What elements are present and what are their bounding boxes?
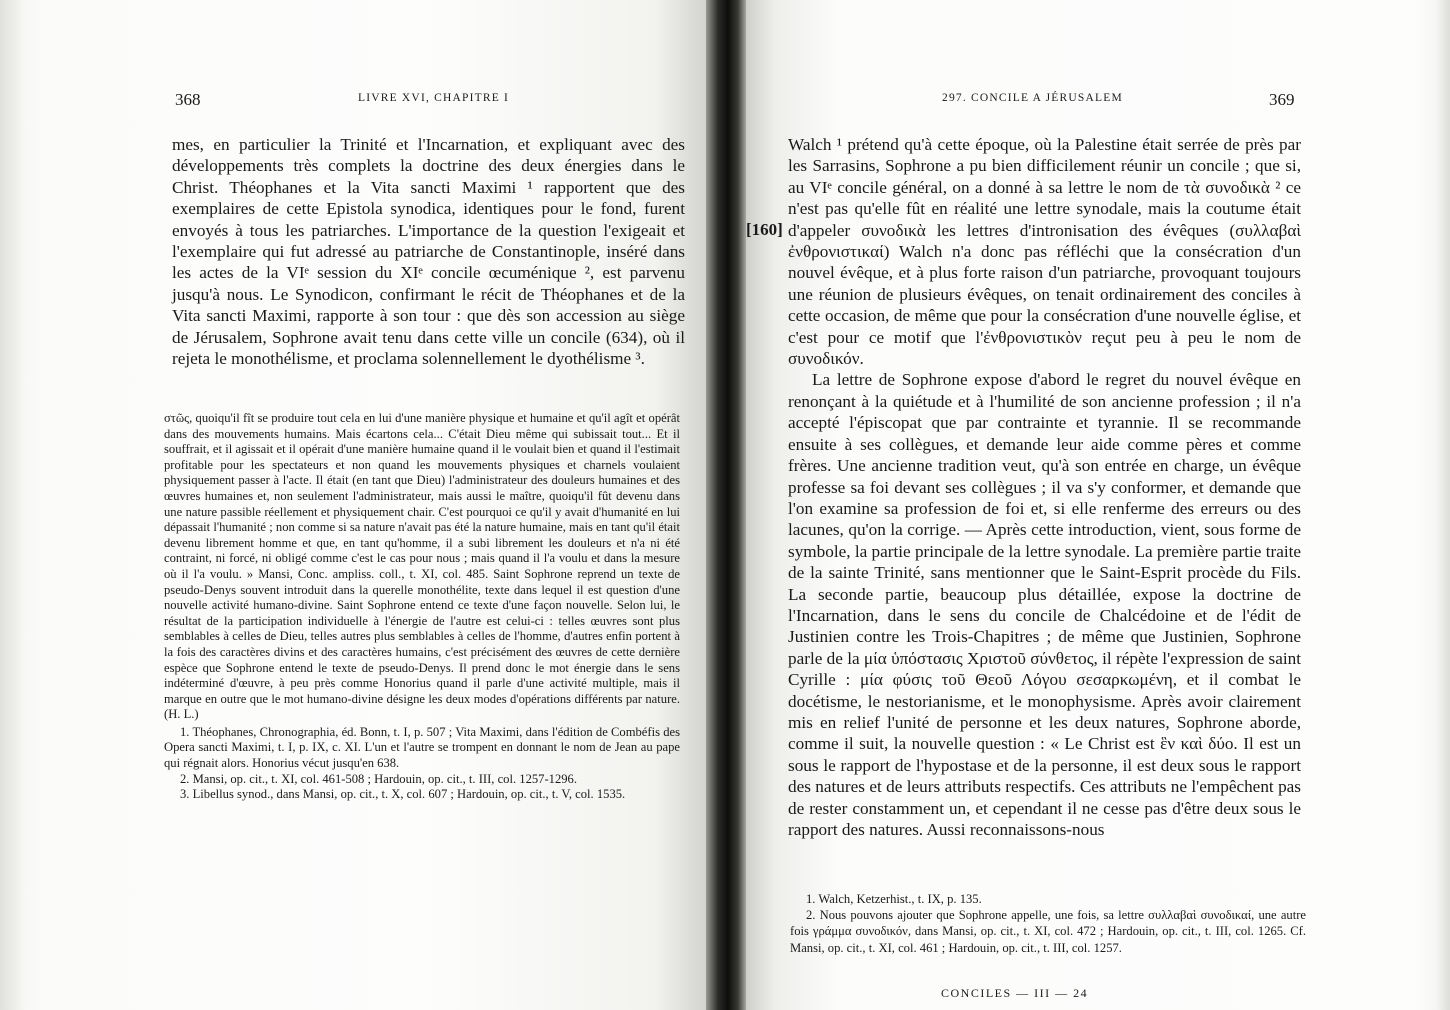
main-paragraph: mes, en particulier la Trinité et l'Incarnation, et expliquant avec des développements très complets la doctrine des deux énergies dans le Christ. Théophanes et la Vita sancti Maximi ¹ rapportent que des exemplaires de cette Epistola synodica, identiques pour le fond, furent envoyés à tous les patriarches. L'importance de la question l'exigeait et l'exemplaire qui fut adressé au patriarche de Constantinople, inséré dans les actes de la VIᵉ session du XIᵉ concile œcuménique ², est parvenu jusqu'à nous. Le Synodicon, confirmant le récit de Théophanes et de la Vita sancti Maximi, rapporte à son tour : que dès son accession au siège de Jérusalem, Sophrone avait tenu dans cette ville un concile (634), où il rejeta le monothélisme, et proclama solennellement le dyothélisme ³.: [172, 135, 685, 369]
footnote-3: 3. Libellus synod., dans Mansi, op. cit., t. X, col. 607 ; Hardouin, op. cit., t. V, col. 1535.: [180, 787, 626, 802]
main-text: [788, 134, 1301, 840]
running-head: 297. CONCILE A JÉRUSALEM: [942, 92, 1123, 104]
left-page: [0, 0, 712, 1010]
paragraph-2: La lettre de Sophrone expose d'abord le regret du nouvel évêque en renonçant à la quiétude et à l'humilité de son ancienne profession ; il n'a accepté l'épiscopat que par contrainte et tyrannie. Il se recommande ensuite à ses collègues, et demande leur aide comme pères et comme frères. Une ancienne tradition veut, qu'à son entrée en charge, un évêque professe sa foi devant ses collègues ; il va s'y conformer, et demande que l'on examine sa profession de foi et, si elle renferme des erreurs ou des lacunes, qu'on la corrige. — Après cette introduction, vient, sous forme de symbole, la partie principale de la lettre synodale. La première partie traite de la sainte Trinité, sans mentionner que le Saint-Esprit procède du Fils. La seconde partie, beaucoup plus détaillée, expose la doctrine de l'Incarnation, dans le sens du concile de Chalcédoine et de l'édit de Justinien contre les Trois-Chapitres ; de même que Justinien, Sophrone parle de la μία ὑπόστασις Χριστοῦ σύνθετος, il répète l'expression de saint Cyrille : μία φύσις τοῦ Θεοῦ Λόγου σεσαρκωμένη, et il combat le docétisme, le nestorianisme, et le monophysisme. Après avoir clairement mis en relief l'unité de personne et les deux natures, Sophrone aborde, comme il suit, la nouvelle question : « Le Christ est ἓν καὶ δύο. Il est un sous le rapport de l'hypostase et de la personne, il est deux sous le rapport des natures et de leurs attributs respectifs. Ces attributs ne l'empêchent pas de rester constamment un, et cependant il ne cesse pas d'être deux sous le rapport des natures. Aussi reconnaissons-nous: [788, 370, 1302, 839]
page-edge: [1436, 0, 1450, 1010]
footnote-2: 2. Nous pouvons ajouter que Sophrone appelle, une fois, sa lettre συλλαβαὶ συνοδικαί, une autre fois γράμμα συνοδικόν, dans Mansi, op. cit., t. XI, col. 472 ; Hardouin, op. cit., t. III, col. 1265. Cf. Mansi, op. cit., t. XI, col. 461 ; Hardouin, op. cit., t. III, col. 1257.: [790, 908, 1306, 955]
running-head: LIVRE XVI, CHAPITRE I: [358, 92, 510, 104]
page-number: 368: [175, 90, 201, 109]
footnote-1: 1. Théophanes, Chronographia, éd. Bonn, t. I, p. 507 ; Vita Maximi, dans l'édition de Combéfis des Opera sancti Maximi, t. I, p. IX, c. XI. L'un et l'autre se trompent en donnant le nom de Jean au pape qui régnait alors. Honorius vécut jusqu'en 638.: [164, 724, 680, 771]
page-number: 369: [1269, 90, 1295, 109]
book-gutter: [706, 0, 746, 1010]
footnotes: [790, 891, 1306, 956]
footnotes: [164, 411, 680, 803]
footnote-1: 1. Walch, Ketzerhist., t. IX, p. 135.: [806, 892, 982, 906]
footnote-2: 2. Mansi, op. cit., t. XI, col. 461-508 ; Hardouin, op. cit., t. III, col. 1257-1296.: [180, 771, 577, 786]
main-text: [172, 134, 685, 369]
page-edge: [0, 0, 24, 1010]
continued-note: στῶς, quoiqu'il fît se produire tout cela en lui d'une manière physique et humaine et qu'il agît et opérât dans des mouvements humains. Mais écartons cela... C'était Dieu même qui subissait tout... Et il souffrait, et il agissait et il opérait d'une manière humaine quand il le voulait bien et quand il l'estimait profitable pour les spectateurs et non quand les mouvements physiques et charnels voulaient physiquement passer à l'acte. Il était (en tant que Dieu) l'administrateur des douleurs humaines et des œuvres humaines et, non seulement l'administrateur, mais aussi le maître, quoiqu'il fût devenu dans une nature passible réellement et physiquement chair. C'est pourquoi ce qu'il y avait d'humanité en lui dépassait l'humanité ; non comme si sa nature n'avait pas été la nature humaine, mais en tant qu'il était devenu librement homme et que, en tant qu'homme, il a subi librement les douleurs et n'a ni été contraint, ni forcé, ni obligé comme c'est le cas pour nous ; mais quand il l'a voulu et dans la mesure où il l'a voulu. » Mansi, Conc. ampliss. coll., t. XI, col. 485. Saint Sophrone reprend un texte de pseudo-Denys souvent introduit dans la querelle monothélite, texte dans lequel il est question d'une nouvelle activité humano-divine. Saint Sophrone entend ce texte d'une façon nouvelle. Selon lui, le résultat de la participation individuelle à l'énergie de l'autre est celui-ci : telles œuvres sont plus semblables à celles de Dieu, telles autres plus semblables à celles de l'homme, d'autres enfin portent à la fois des caractères divins et des caractères humains, c'est précisément des œuvres de cette dernière espèce que Sophrone entend le texte de pseudo-Denys. Il prend donc le mot énergie dans le sens indéterminé d'œuvre, à peu près comme Honorius quand il parle d'une activité multiple, mais il marque en outre que le mot humano-divine désigne les deux modes d'opérations différents par nature. (H. L.): [164, 411, 680, 722]
paragraph-1: Walch ¹ prétend qu'à cette époque, où la Palestine était serrée de près par les Sarrasins, Sophrone a pu bien difficilement réunir un concile ; que si, au VIᵉ concile général, on a donné à sa lettre le nom de τὰ συνοδικὰ ² ce n'est pas qu'elle fût en réalité une lettre synodale, mais la coutume était d'appeler συνοδικὰ les lettres d'intronisation des évêques (συλλαβαὶ ἐνθρονιστικαί) Walch n'a donc pas réfléchi que la consécration d'un nouvel évêque, et à plus forte raison d'un patriarche, provoquant toujours une réunion de plusieurs évêques, on tenait ordinairement des conciles à cette occasion, de même que pour la consécration d'une nouvelle église, et c'est pour ce motif que l'ἐνθρονιστικὸν reçut peu à peu le nom de συνοδικόν.: [788, 135, 1301, 369]
margin-marker: [160]: [746, 220, 783, 239]
signature-mark: CONCILES — III — 24: [941, 986, 1089, 1000]
right-page: [740, 0, 1450, 1010]
